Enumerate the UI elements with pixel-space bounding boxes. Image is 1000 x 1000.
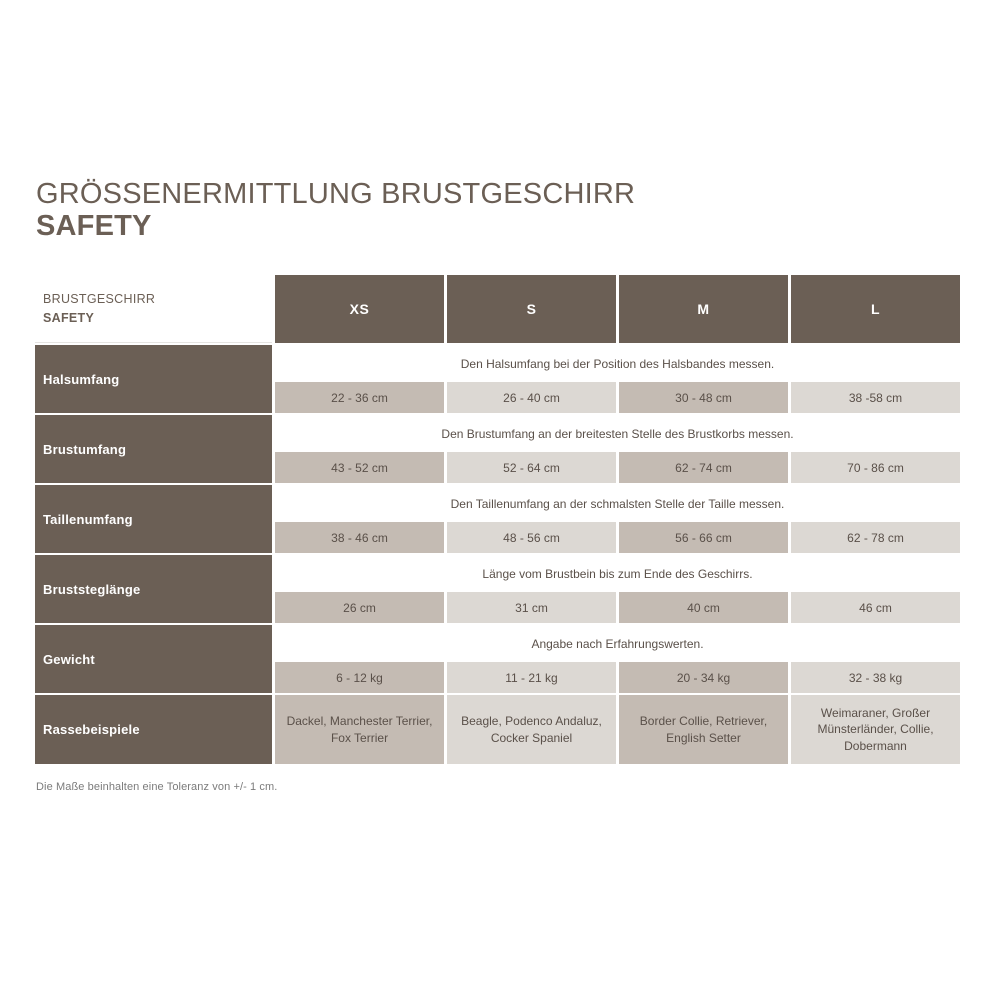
row-values <box>275 592 960 623</box>
column-header-s: S <box>447 275 616 343</box>
value-cell-l: 70 - 86 cm <box>791 452 960 483</box>
value-cell-s: 11 - 21 kg <box>447 662 616 693</box>
value-cell-xs: 22 - 36 cm <box>275 382 444 413</box>
value-cell-s: 26 - 40 cm <box>447 382 616 413</box>
page-title-line1: GRÖSSENERMITTLUNG BRUSTGESCHIRR <box>36 178 636 210</box>
row-values <box>275 452 960 483</box>
value-cell-l: 32 - 38 kg <box>791 662 960 693</box>
row-instruction: Den Taillenumfang an der schmalsten Stelle der Taille messen. <box>275 485 960 522</box>
value-cell-l: 38 -58 cm <box>791 382 960 413</box>
page-title-line2: SAFETY <box>36 210 152 243</box>
value-cell-s: 31 cm <box>447 592 616 623</box>
value-cell-l: 46 cm <box>791 592 960 623</box>
value-cell-xs: 26 cm <box>275 592 444 623</box>
corner-header-line2: SAFETY <box>43 310 95 325</box>
value-cell-xs: 6 - 12 kg <box>275 662 444 693</box>
tolerance-footnote: Die Maße beinhalten eine Toleranz von +/- 1 cm. <box>36 781 278 793</box>
value-cell-m: 56 - 66 cm <box>619 522 788 553</box>
column-header-l: L <box>791 275 960 343</box>
table-row <box>275 415 960 483</box>
row-values <box>275 382 960 413</box>
column-header-m: M <box>619 275 788 343</box>
row-instruction: Den Halsumfang bei der Position des Halsbandes messen. <box>275 345 960 382</box>
value-cell-xs: 38 - 46 cm <box>275 522 444 553</box>
value-cell-m: 62 - 74 cm <box>619 452 788 483</box>
page-title <box>36 178 635 243</box>
value-cell-l: 62 - 78 cm <box>791 522 960 553</box>
row-instruction: Den Brustumfang an der breitesten Stelle des Brustkorbs messen. <box>275 415 960 452</box>
row-label-brustumfang: Brustumfang <box>35 415 272 483</box>
table-row <box>275 555 960 623</box>
row-label-gewicht: Gewicht <box>35 625 272 693</box>
table-corner-header <box>35 275 272 343</box>
row-instruction: Angabe nach Erfahrungswerten. <box>275 625 960 662</box>
row-values <box>275 662 960 693</box>
row-values <box>275 522 960 553</box>
value-cell-m: 20 - 34 kg <box>619 662 788 693</box>
table-row <box>275 625 960 693</box>
breed-cell-l: Weimaraner, Großer Münsterländer, Collie, Dobermann <box>791 695 960 764</box>
value-cell-m: 40 cm <box>619 592 788 623</box>
value-cell-xs: 43 - 52 cm <box>275 452 444 483</box>
row-instruction: Länge vom Brustbein bis zum Ende des Geschirrs. <box>275 555 960 592</box>
breed-cell-xs: Dackel, Manchester Terrier, Fox Terrier <box>275 695 444 764</box>
size-table <box>35 275 960 764</box>
row-label-taillenumfang: Taillenumfang <box>35 485 272 553</box>
value-cell-m: 30 - 48 cm <box>619 382 788 413</box>
row-label-bruststeglaenge: Bruststeglänge <box>35 555 272 623</box>
breed-cell-s: Beagle, Podenco Andaluz, Cocker Spaniel <box>447 695 616 764</box>
corner-header-line1: BRUSTGESCHIRR <box>43 292 156 307</box>
value-cell-s: 52 - 64 cm <box>447 452 616 483</box>
table-row <box>275 345 960 413</box>
row-label-halsumfang: Halsumfang <box>35 345 272 413</box>
column-header-xs: XS <box>275 275 444 343</box>
table-row <box>275 485 960 553</box>
breed-cell-m: Border Collie, Retriever, English Setter <box>619 695 788 764</box>
value-cell-s: 48 - 56 cm <box>447 522 616 553</box>
row-label-rassebeispiele: Rassebeispiele <box>35 695 272 764</box>
